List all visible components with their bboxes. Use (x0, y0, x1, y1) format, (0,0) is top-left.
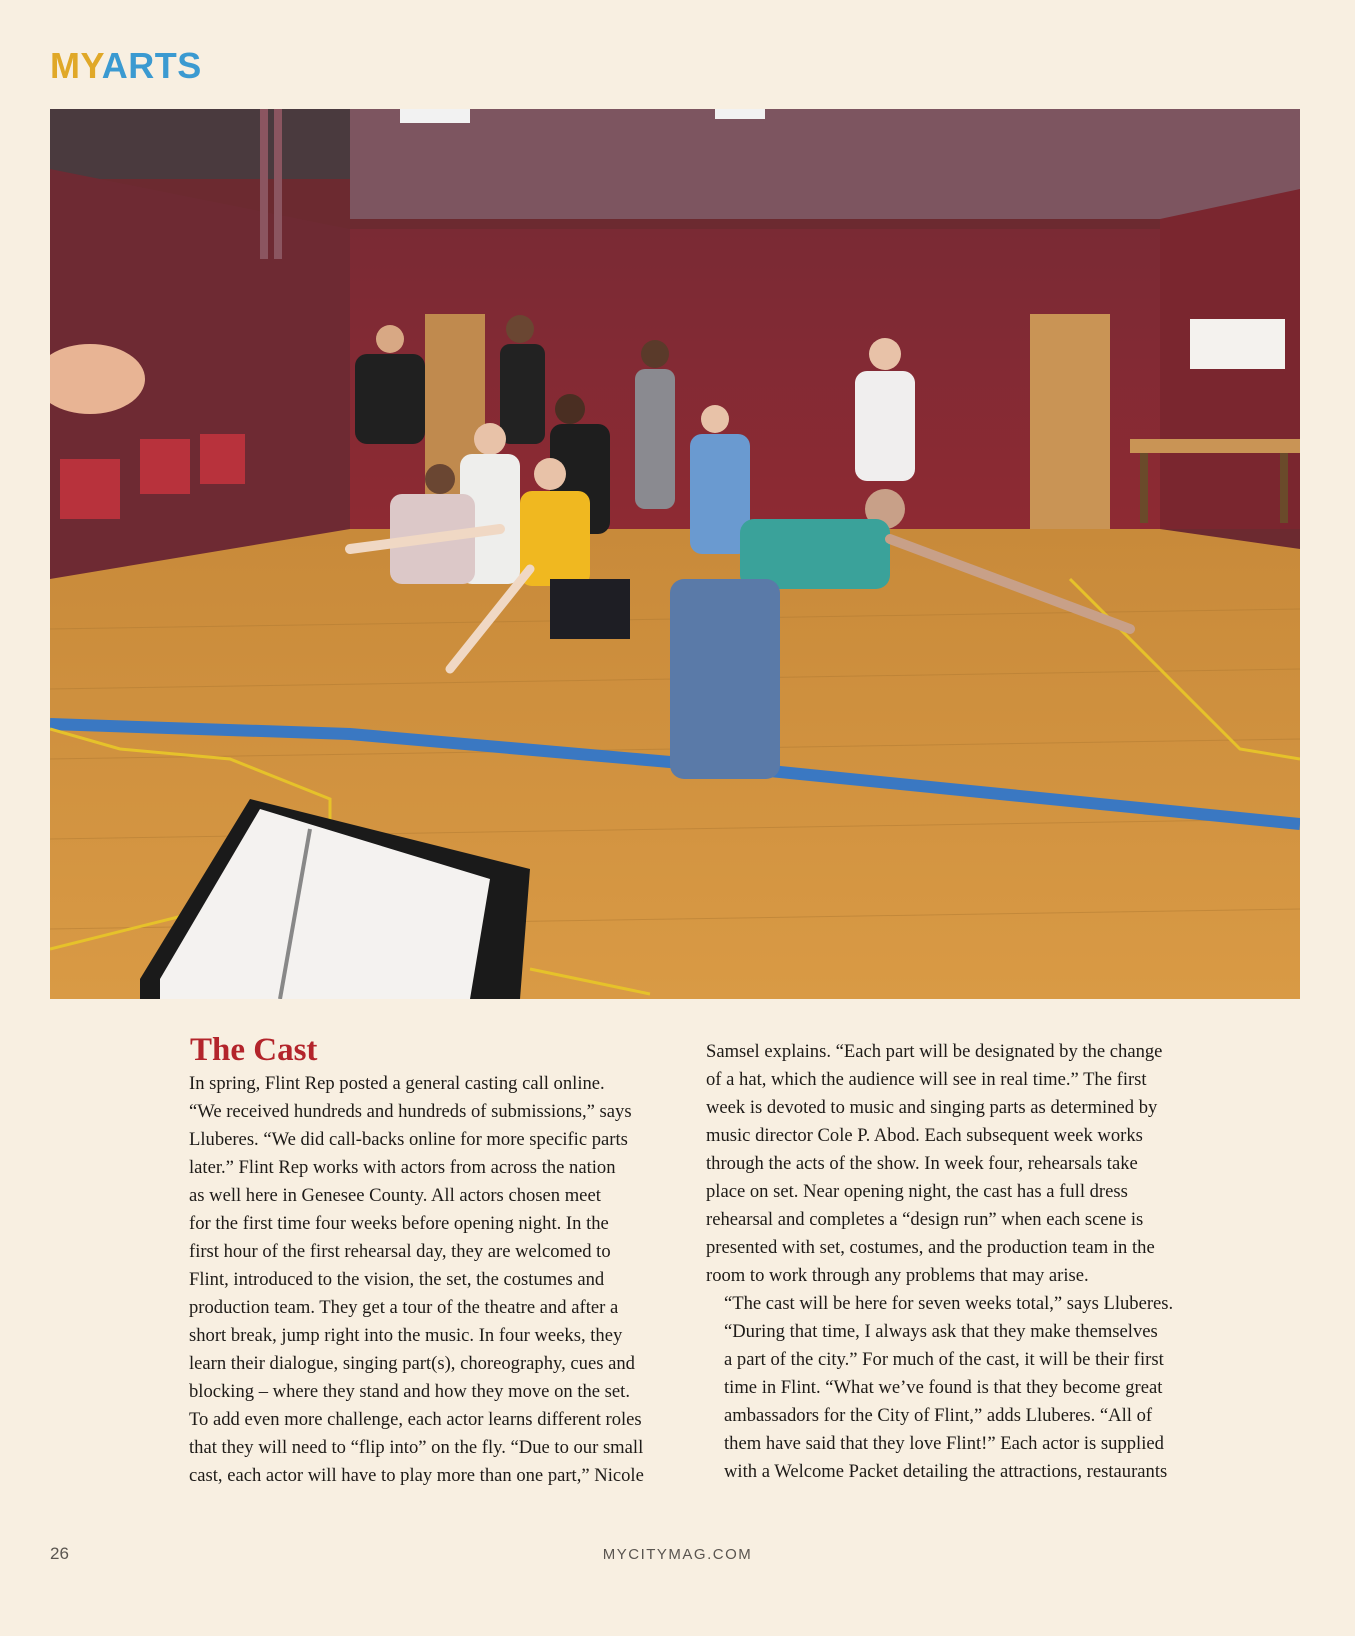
text-line: Flint, introduced to the vision, the set, the costumes and (189, 1269, 605, 1290)
text-line: place on set. Near opening night, the cast has a full dress (706, 1181, 1128, 1202)
text-line: of a hat, which the audience will see in real time.” The first (706, 1069, 1147, 1090)
text-line: them have said that they love Flint!” Each actor is supplied (724, 1433, 1164, 1454)
text-line: with a Welcome Packet detailing the attractions, restaurants (724, 1461, 1168, 1482)
text-line: presented with set, costumes, and the production team in the (706, 1237, 1155, 1258)
footer-site: MYCITYMAG.COM (602, 1546, 753, 1563)
text-line: To add even more challenge, each actor learns different roles (189, 1409, 642, 1430)
text-line: later.” Flint Rep works with actors from across the nation (189, 1157, 616, 1178)
text-line: that they will need to “flip into” on the fly. “Due to our small (189, 1437, 644, 1458)
text-line: short break, jump right into the music. In four weeks, they (189, 1325, 623, 1346)
text-line: time in Flint. “What we’ve found is that they become great (724, 1377, 1163, 1398)
text-line: as well here in Genesee County. All actors chosen meet (189, 1185, 601, 1206)
article-heading: The Cast (190, 1032, 318, 1068)
rehearsal-photo (50, 109, 1300, 999)
text-line: for the first time four weeks before opening night. In the (189, 1213, 609, 1234)
text-line: learn their dialogue, singing part(s), choreography, cues and (189, 1353, 635, 1374)
text-line: a part of the city.” For much of the cast, it will be their first (724, 1349, 1164, 1370)
article-paragraph (171, 1070, 653, 1490)
text-line: In spring, Flint Rep posted a general casting call online. (189, 1073, 605, 1094)
text-line: “During that time, I always ask that they make themselves (724, 1321, 1158, 1342)
article-column-right (706, 1038, 1188, 1486)
text-line: room to work through any problems that may arise. (706, 1265, 1089, 1286)
text-line: blocking – where they stand and how they move on the set. (189, 1381, 630, 1402)
text-line: Samsel explains. “Each part will be designated by the change (706, 1041, 1163, 1062)
text-line: “The cast will be here for seven weeks total,” says Lluberes. (724, 1293, 1174, 1314)
article-paragraph (706, 1290, 1188, 1486)
rehearsal-photo-icon (50, 109, 1300, 999)
section-tag-arts: ARTS (101, 45, 202, 86)
text-line: music director Cole P. Abod. Each subsequent week works (706, 1125, 1143, 1146)
article-column-left (171, 1030, 653, 1490)
text-line: production team. They get a tour of the theatre and after a (189, 1297, 619, 1318)
page-number: 26 (50, 1544, 69, 1563)
text-line: rehearsal and completes a “design run” when each scene is (706, 1209, 1144, 1230)
text-line: through the acts of the show. In week four, rehearsals take (706, 1153, 1138, 1174)
section-tag (50, 44, 202, 88)
text-line: “We received hundreds and hundreds of submissions,” says (189, 1101, 632, 1122)
text-line: first hour of the first rehearsal day, they are welcomed to (189, 1241, 611, 1262)
text-line: week is devoted to music and singing parts as determined by (706, 1097, 1158, 1118)
section-tag-my: MY (50, 45, 102, 86)
text-line: cast, each actor will have to play more than one part,” Nicole (189, 1465, 644, 1486)
article-paragraph (706, 1038, 1188, 1290)
text-line: Lluberes. “We did call-backs online for more specific parts (189, 1129, 628, 1150)
text-line: ambassadors for the City of Flint,” adds Lluberes. “All of (724, 1405, 1153, 1426)
